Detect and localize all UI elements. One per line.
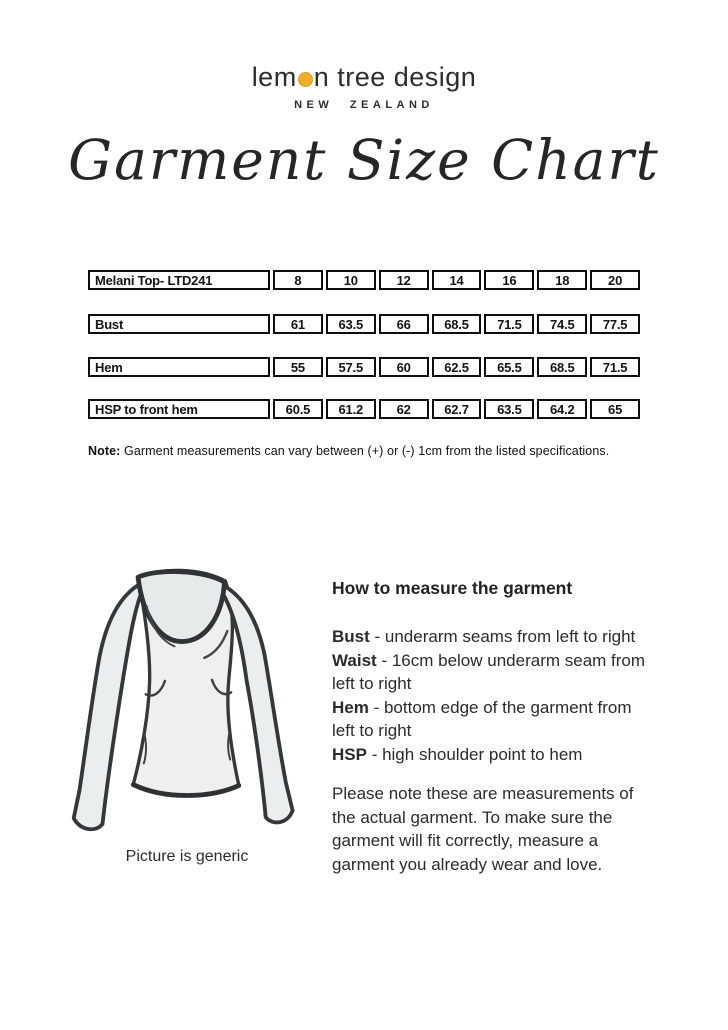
measure-value-cell: 71.5 [590,357,640,377]
size-table-row-hsp [88,399,640,419]
note-text: Garment measurements can vary between (+) or (-) 1cm from the listed specifications. [120,444,610,458]
guide-item-bust [332,625,656,649]
measure-value-cell: 61 [273,314,323,334]
guide-item-hsp [332,743,656,767]
guide-term: HSP [332,744,367,764]
brand-name-post: n tree design [313,62,477,92]
guide-paragraph: Please note these are measurements of the actual garment. To make sure the garment will fit correctly, measure a garment you already wear and love. [332,784,634,874]
measure-value-cell: 62.5 [432,357,482,377]
guide-item-hem [332,696,656,743]
size-table [88,270,640,419]
size-header-cell: 12 [379,270,429,290]
guide-desc: - underarm seams from left to right [369,627,636,646]
measure-value-cell: 57.5 [326,357,376,377]
size-header-cell: 8 [273,270,323,290]
size-header-cell: 14 [432,270,482,290]
measure-guide [332,578,656,876]
guide-term: Bust [332,627,370,646]
size-header-cell: 18 [537,270,587,290]
measure-value-cell: 77.5 [590,314,640,334]
measure-value-cell: 71.5 [484,314,534,334]
measure-value-cell: 60.5 [273,399,323,419]
brand-logo [0,62,728,111]
measure-label-cell: HSP to front hem [88,399,270,419]
measure-value-cell: 68.5 [432,314,482,334]
measure-value-cell: 63.5 [484,399,534,419]
page-title: Garment Size Chart [68,128,660,192]
note-label: Note: [88,444,121,458]
guide-desc: - high shoulder point to hem [366,744,583,764]
guide-term: Waist [332,650,377,670]
measure-value-cell: 68.5 [537,357,587,377]
measure-value-cell: 65.5 [484,357,534,377]
product-label-cell: Melani Top- LTD241 [88,270,270,290]
garment-illustration-icon [52,558,322,846]
guide-desc: - 16cm below underarm seam from left to right [332,650,646,693]
size-table-row-bust [88,314,640,334]
illustration-caption: Picture is generic [125,848,249,865]
measure-value-cell: 62 [379,399,429,419]
guide-desc: - bottom edge of the garment from left to right [332,697,632,740]
size-header-cell: 16 [484,270,534,290]
size-header-cell: 10 [326,270,376,290]
guide-term: Hem [332,697,369,717]
size-table-header-row [88,270,640,290]
measure-value-cell: 64.2 [537,399,587,419]
measure-value-cell: 61.2 [326,399,376,419]
brand-name [0,62,728,93]
brand-subtitle: NEW ZEALAND [294,99,434,111]
brand-name-pre: lem [251,62,297,92]
measure-value-cell: 63.5 [326,314,376,334]
measure-value-cell: 74.5 [537,314,587,334]
measure-value-cell: 65 [590,399,640,419]
garment-illustration-block [52,558,322,866]
measure-value-cell: 55 [273,357,323,377]
measure-guide-title: How to measure the garment [332,578,573,598]
guide-item-waist [332,649,656,696]
measure-label-cell: Bust [88,314,270,334]
measure-value-cell: 62.7 [432,399,482,419]
measure-value-cell: 66 [379,314,429,334]
measure-value-cell: 60 [379,357,429,377]
size-table-row-hem [88,357,640,377]
size-header-cell: 20 [590,270,640,290]
measure-label-cell: Hem [88,357,270,377]
tolerance-note [88,444,609,458]
lemon-dot-icon [298,72,313,87]
